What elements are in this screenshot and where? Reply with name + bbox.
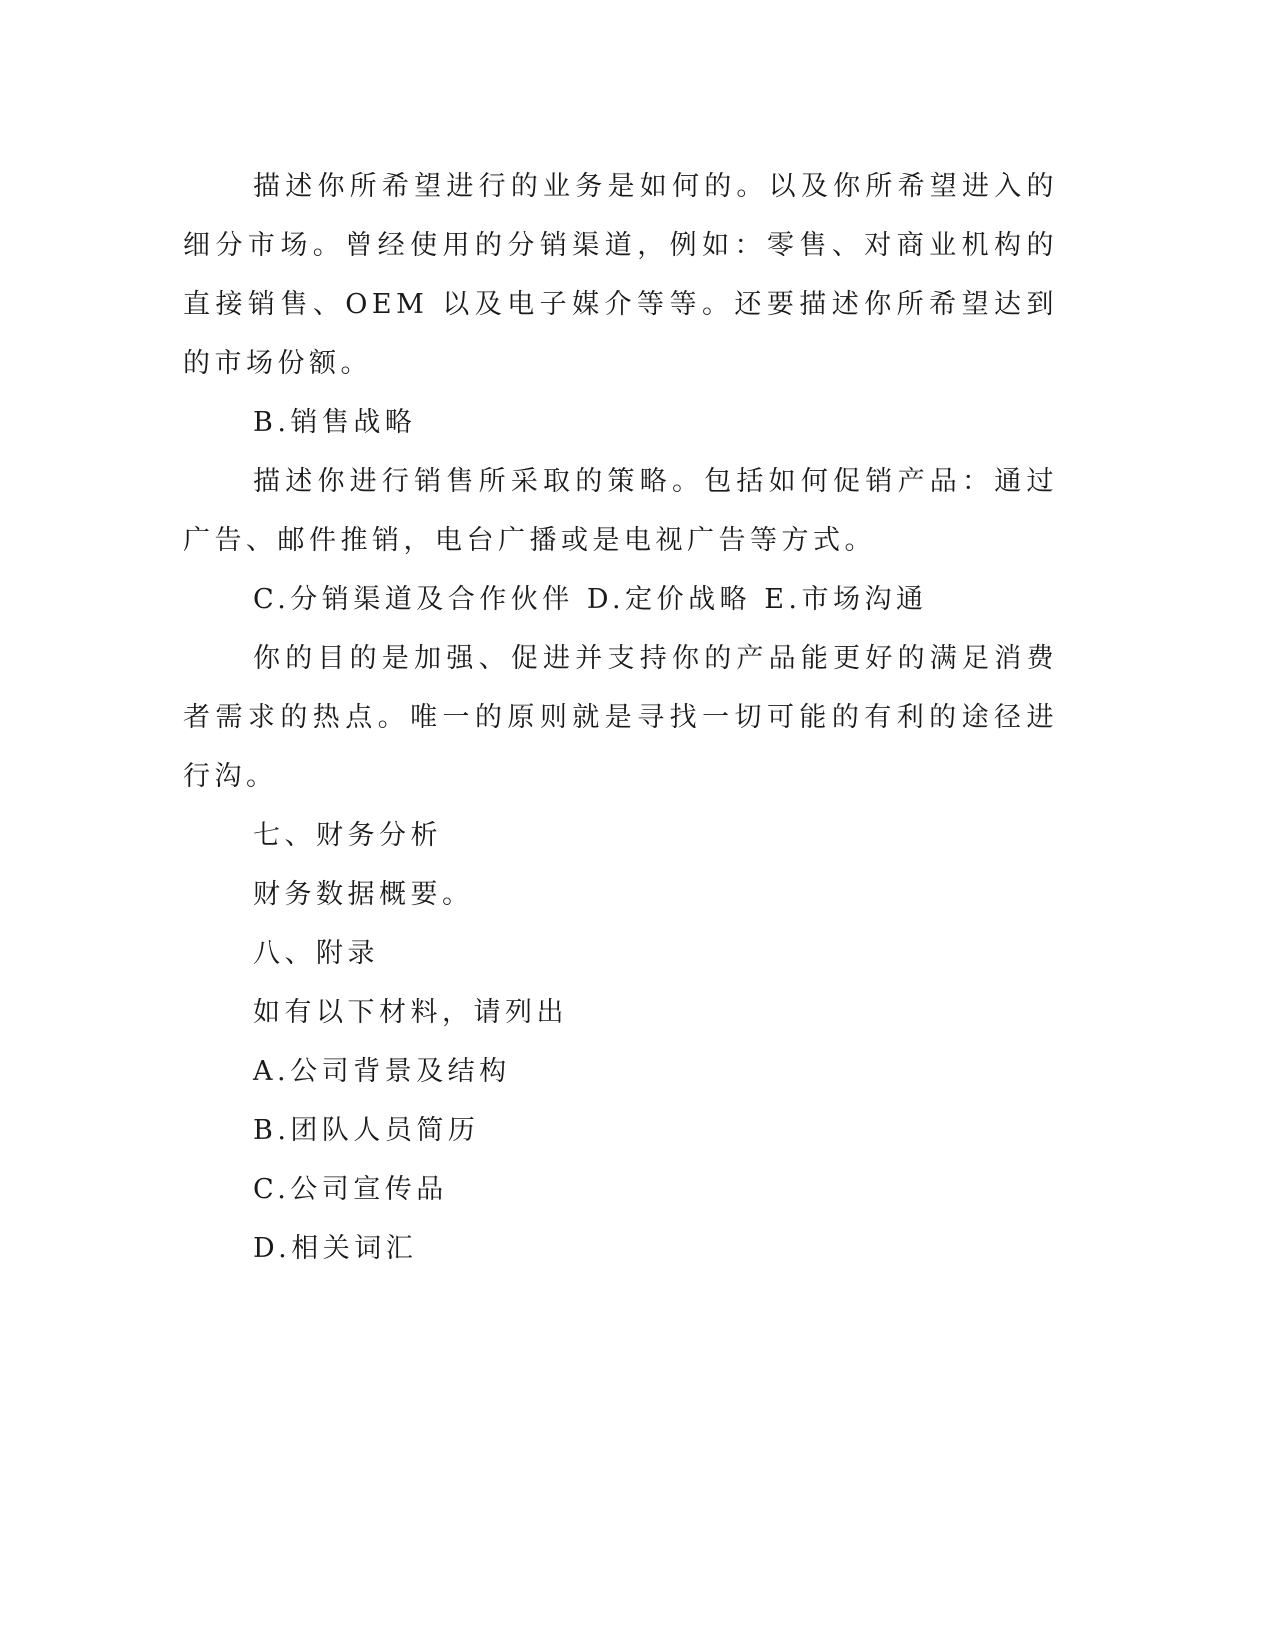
paragraph-business-description: 描述你所希望进行的业务是如何的。以及你所希望进入的细分市场。曾经使用的分销渠道，例如：零售、对商业机构的直接销售、OEM 以及电子媒介等等。还要描述你所希望达到的市场份额。: [183, 171, 1058, 379]
list-item-company-promotional: C.公司宣传品: [253, 1174, 448, 1205]
paragraph-sales-strategy: 描述你进行销售所采取的策略。包括如何促销产品：通过广告、邮件推销，电台广播或是电视广告等方式。: [183, 466, 1058, 556]
heading-financial-analysis: 七、财务分析: [253, 820, 442, 851]
list-item-company-background: A.公司背景及结构: [253, 1056, 511, 1087]
document-body: [183, 157, 1058, 1278]
heading-channels-pricing-communication: C.分销渠道及合作伙伴 D.定价战略 E.市场沟通: [253, 584, 928, 615]
list-item-team-resumes: B.团队人员简历: [253, 1115, 480, 1146]
paragraph-communication-goal: 你的目的是加强、促进并支持你的产品能更好的满足消费者需求的热点。唯一的原则就是寻找一切可能的有利的途径进行沟。: [183, 643, 1058, 792]
list-item-related-glossary: D.相关词汇: [253, 1233, 418, 1264]
paragraph-financial-summary: 财务数据概要。: [253, 879, 474, 910]
heading-appendix: 八、附录: [253, 938, 379, 969]
heading-sales-strategy: B.销售战略: [253, 407, 417, 438]
paragraph-appendix-intro: 如有以下材料，请列出: [253, 997, 568, 1028]
